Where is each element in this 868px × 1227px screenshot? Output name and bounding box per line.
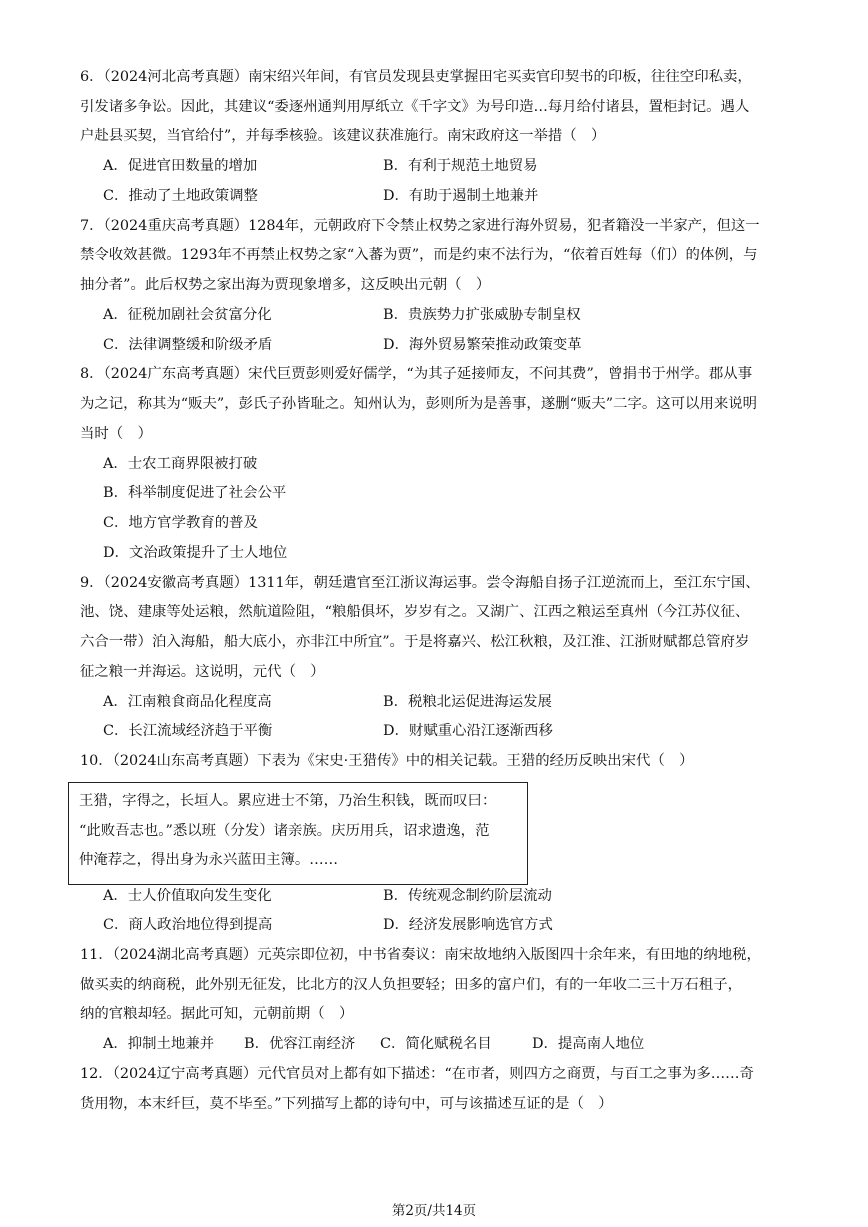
q8-option-b: B．科举制度促进了社会公平 <box>103 485 287 501</box>
q11-option-b: B．优容江南经济 <box>244 1036 356 1052</box>
q9-option-d: D．财赋重心沿江逐渐西移 <box>383 723 553 739</box>
q10-option-a: A．士人价值取向发生变化 <box>103 888 272 904</box>
q9-stem-line-1: 9．（2024安徽高考真题）1311年，朝廷遣官至江浙议海运事。尝令海船自扬子江逆流而上，至江东宁国、 <box>80 575 760 591</box>
q6-option-b: B．有利于规范土地贸易 <box>383 158 538 174</box>
q11-option-d: D．提高南人地位 <box>532 1036 645 1052</box>
q9-stem-line-4: 征之粮一并海运。这说明，元代（ ） <box>80 664 325 680</box>
q9-stem-line-2: 池、饶、建康等处运粮，然航道险阻，“粮船俱坏，岁岁有之。又湖广、江西之粮运至真州（今江苏仪征、 <box>80 604 750 620</box>
q9-option-c: C．长江流域经济趋于平衡 <box>103 723 273 739</box>
q6-stem-line-3: 户赴县买契，当官给付”，并每季核验。该建议获准施行。南宋政府这一举措（ ） <box>80 128 606 144</box>
q10-quote-line-1: 王猎，字得之，长垣人。累应进士不第，乃治生积钱，既而叹曰： <box>79 793 497 809</box>
q7-stem-line-2: 禁令收效甚微。1293年不再禁止权势之家“入蕃为贾”，而是约束不法行为，“依着百姓每（们）的体例，与 <box>80 247 758 263</box>
q7-option-c: C．法律调整缓和阶级矛盾 <box>103 337 273 353</box>
page-number-footer: 第2页/共14页 <box>391 1203 477 1219</box>
q12-stem-line-1: 12．（2024辽宁高考真题）元代官员对上都有如下描述：“在市者，则四方之商贾，与百工之事为多……奇 <box>80 1066 754 1082</box>
q9-stem-line-3: 六合一带）泊入海船，船大底小，亦非江中所宜”。于是将嘉兴、松江秋粮，及江淮、江浙财赋都总管府岁 <box>80 634 750 650</box>
q6-option-a: A．促进官田数量的增加 <box>103 158 258 174</box>
q7-option-a: A．征税加剧社会贫富分化 <box>103 307 272 323</box>
q8-option-c: C．地方官学教育的普及 <box>103 515 258 531</box>
q10-option-d: D．经济发展影响选官方式 <box>383 917 553 933</box>
q6-option-c: C．推动了土地政策调整 <box>103 188 258 204</box>
q6-option-d: D．有助于遏制土地兼并 <box>383 188 539 204</box>
q11-stem-line-3: 纳的官粮却轻。据此可知，元朝前期（ ） <box>80 1006 354 1022</box>
q8-stem-line-3: 当时（ ） <box>80 426 152 442</box>
q11-option-c: C．简化赋税名目 <box>380 1036 492 1052</box>
q8-option-d: D．文治政策提升了士人地位 <box>103 545 288 561</box>
q11-option-a: A．抑制土地兼并 <box>103 1036 215 1052</box>
q6-stem-line-2: 引发诸多争讼。因此，其建议“委逐州通判用厚纸立《千字文》为号印造…每月给付诸县，置柜封记。遇人 <box>80 99 750 115</box>
q9-option-b: B．税粮北运促进海运发展 <box>383 694 552 710</box>
q12-stem-line-2: 货用物，本末纤巨，莫不毕至。”下列描写上都的诗句中，可与该描述互证的是（ ） <box>80 1096 613 1112</box>
q10-option-b: B．传统观念制约阶层流动 <box>383 888 552 904</box>
q10-quote-line-3: 仲淹荐之，得出身为永兴蓝田主簿。…… <box>79 852 339 868</box>
q10-quote-box <box>68 782 528 885</box>
q7-stem-line-3: 抽分者”。此后权势之家出海为贾现象增多，这反映出元朝（ ） <box>80 277 491 293</box>
q8-option-a: A．士农工商界限被打破 <box>103 456 258 472</box>
q11-stem-line-1: 11．（2024湖北高考真题）元英宗即位初，中书省奏议：南宋故地纳入版图四十余年来，有田地的纳地税， <box>80 947 761 963</box>
q6-stem-line-1: 6．（2024河北高考真题）南宋绍兴年间，有官员发现县吏掌握田宅买卖官印契书的印板，往往空印私卖， <box>80 69 752 85</box>
q9-option-a: A．江南粮食商品化程度高 <box>103 694 272 710</box>
q10-stem-line-1: 10．（2024山东高考真题）下表为《宋史·王猎传》中的相关记载。王猎的经历反映出宋代（ ） <box>80 753 694 769</box>
q8-stem-line-1: 8．（2024广东高考真题）宋代巨贾彭则爱好儒学，“为其子延接师友，不问其费”，曾捐书于州学。郡从事 <box>80 366 753 382</box>
q10-option-c: C．商人政治地位得到提高 <box>103 917 273 933</box>
q7-stem-line-1: 7．（2024重庆高考真题）1284年，元朝政府下令禁止权势之家进行海外贸易，犯者籍没一半家产，但这一 <box>80 218 760 234</box>
q7-option-b: B．贵族势力扩张威胁专制皇权 <box>383 307 581 323</box>
q11-stem-line-2: 做买卖的纳商税，此外别无征发，比北方的汉人负担要轻；田多的富户们，有的一年收二三十万石租子， <box>80 977 742 993</box>
q8-stem-line-2: 为之记，称其为“贩夫”，彭氏子孙皆耻之。知州认为，彭则所为是善事，遂删“贩夫”二字。这可以用来说明 <box>80 396 758 412</box>
q7-option-d: D．海外贸易繁荣推动政策变革 <box>383 337 582 353</box>
q10-quote-line-2: “此败吾志也。”悉以班（分发）诸亲族。庆历用兵，诏求遗逸，范 <box>79 823 490 839</box>
